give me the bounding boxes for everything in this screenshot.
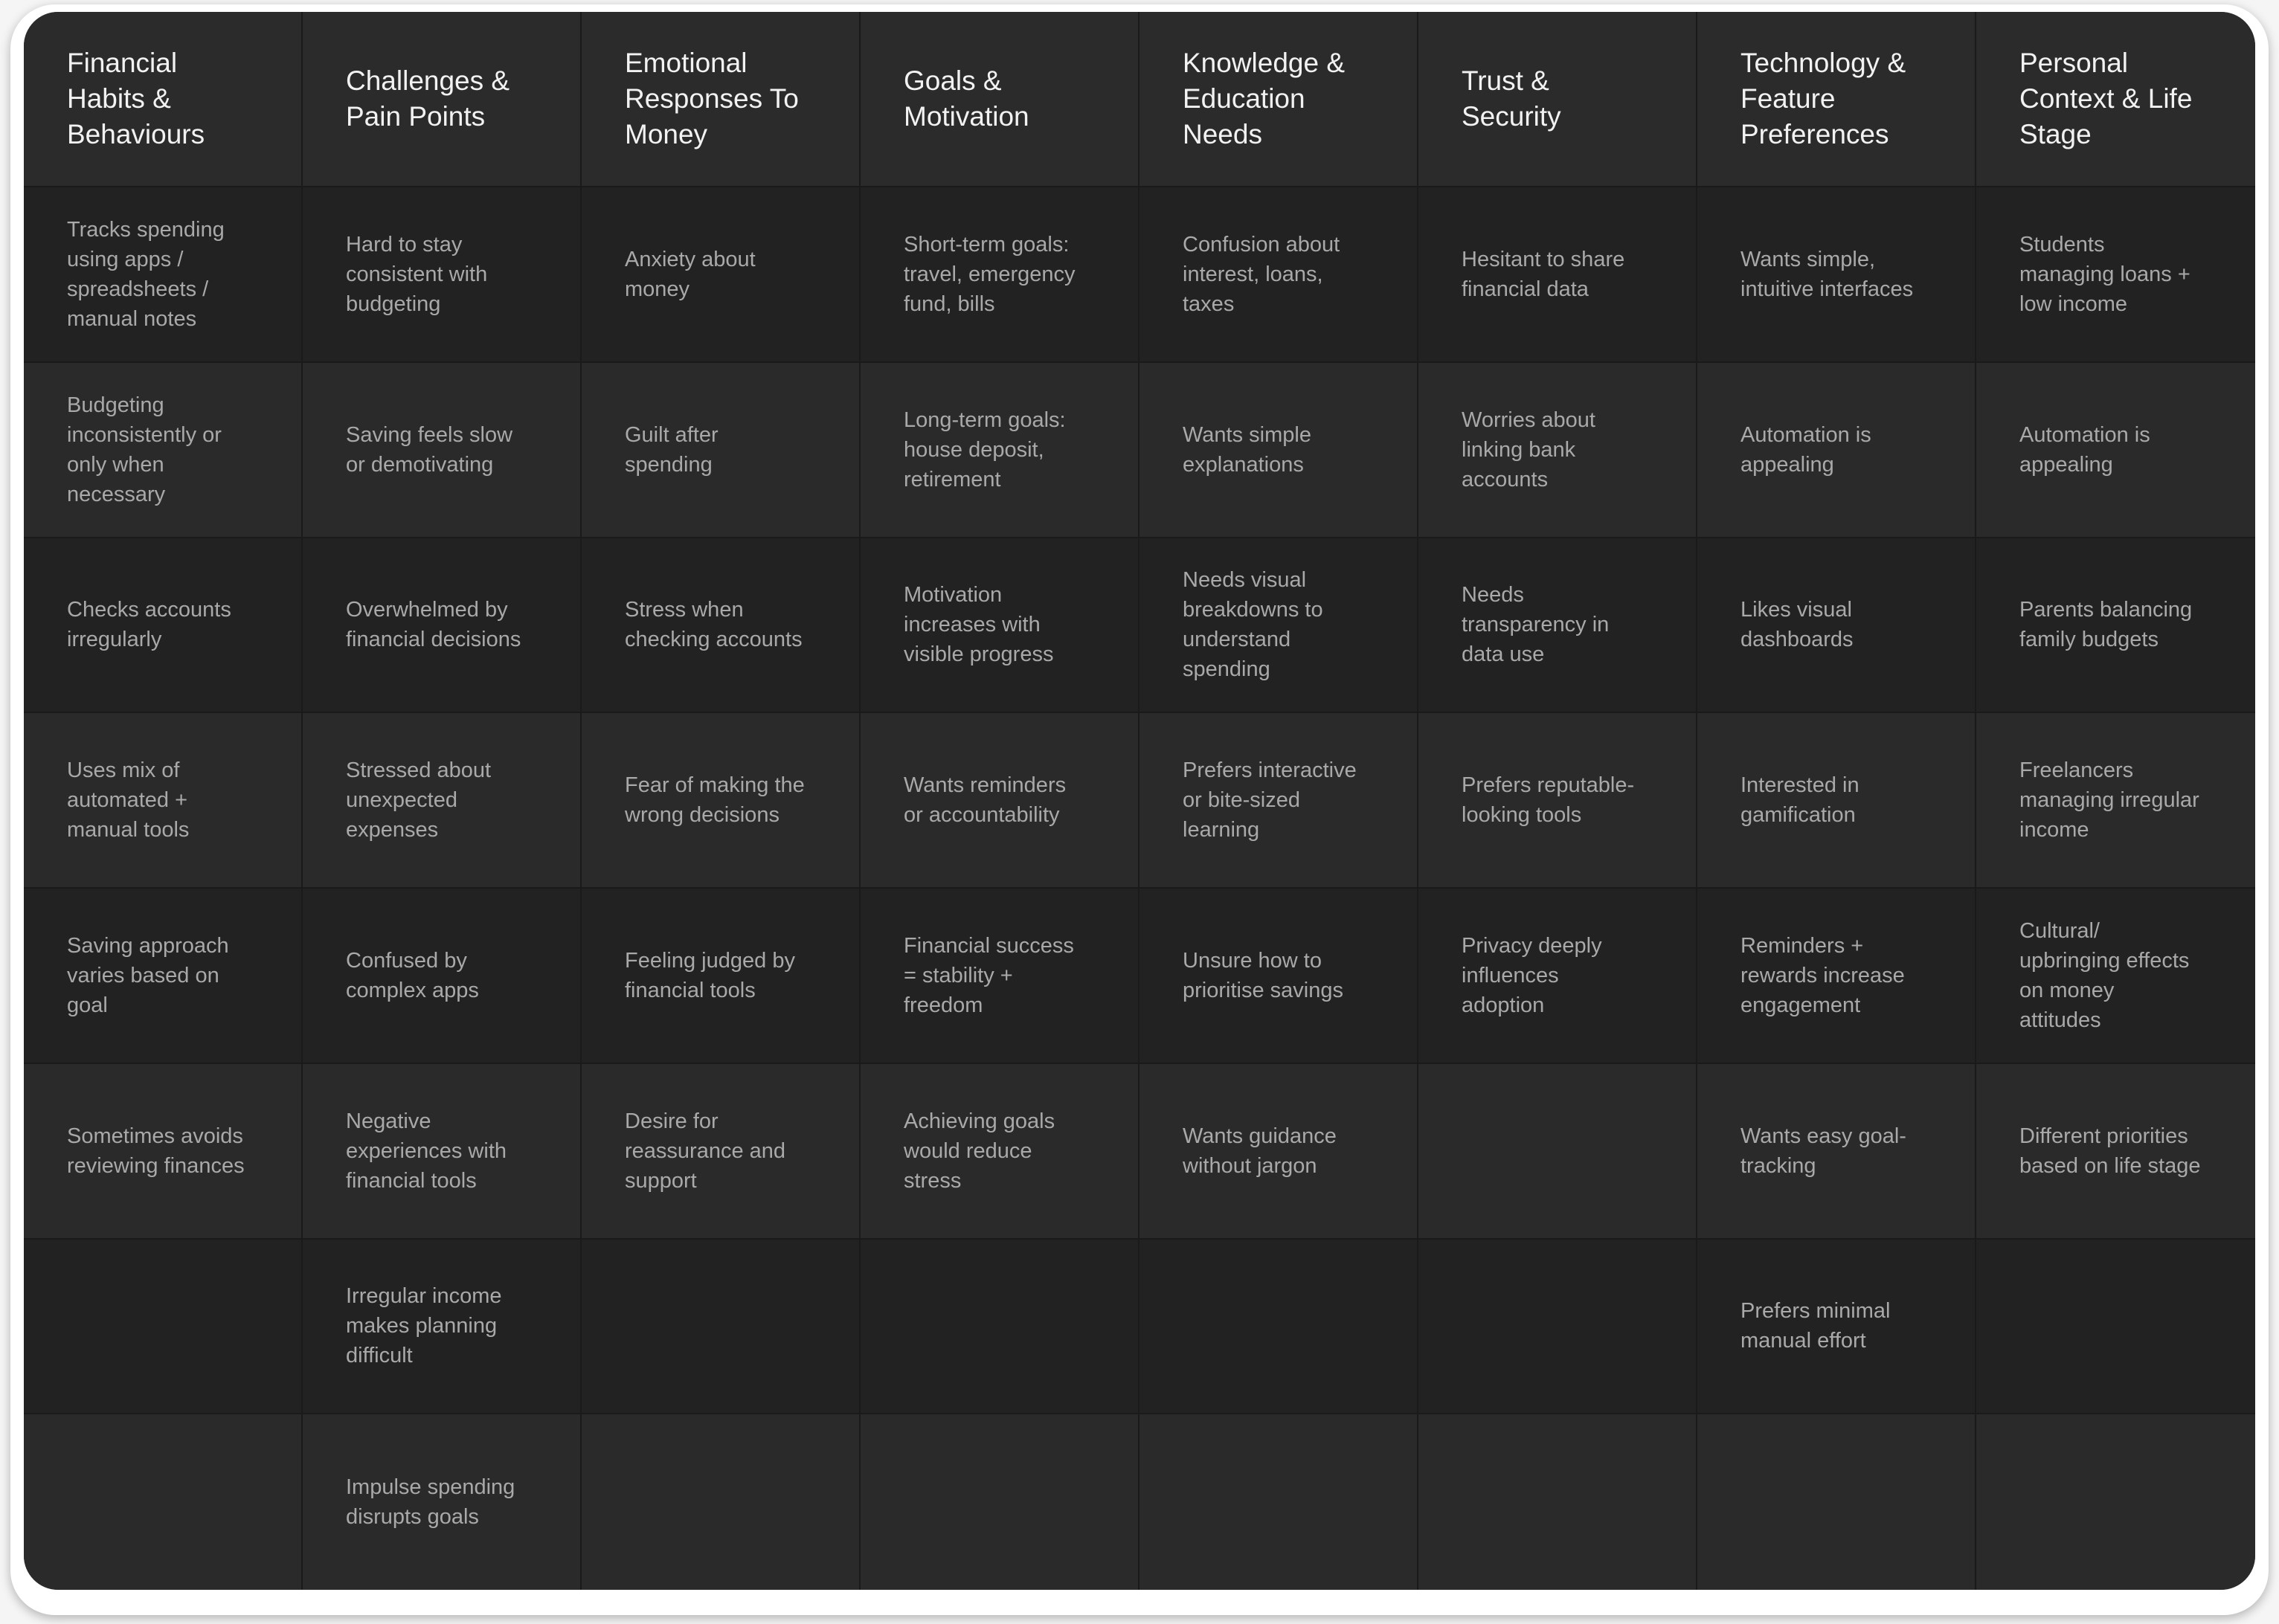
table-cell	[582, 1240, 861, 1415]
table-cell: Privacy deeply influences adoption	[1418, 889, 1697, 1064]
table-cell: Automation is appealing	[1697, 363, 1976, 538]
table-cell	[1140, 1414, 1418, 1590]
column-header: Trust & Security	[1418, 12, 1697, 187]
table-cell	[1140, 1240, 1418, 1415]
table-cell	[1697, 1414, 1976, 1590]
table-cell: Short-term goals: travel, emergency fund, bills	[861, 187, 1140, 363]
table-cell	[582, 1414, 861, 1590]
column-header: Technology & Feature Preferences	[1697, 12, 1976, 187]
table-cell: Interested in gamification	[1697, 713, 1976, 889]
table-cell: Unsure how to prioritise savings	[1140, 889, 1418, 1064]
table-cell: Freelancers managing irregular income	[1976, 713, 2255, 889]
table-cell: Feeling judged by financial tools	[582, 889, 861, 1064]
table-cell: Checks accounts irregularly	[24, 538, 303, 714]
table-cell: Guilt after spending	[582, 363, 861, 538]
table-cell: Wants easy goal- tracking	[1697, 1064, 1976, 1240]
table-cell: Needs transparency in data use	[1418, 538, 1697, 714]
table-cell: Reminders + rewards increase engagement	[1697, 889, 1976, 1064]
affinity-table	[24, 12, 2255, 1590]
table-cell: Needs visual breakdowns to understand spending	[1140, 538, 1418, 714]
table-cell: Hesitant to share financial data	[1418, 187, 1697, 363]
table-cell: Saving approach varies based on goal	[24, 889, 303, 1064]
table-cell	[861, 1414, 1140, 1590]
table-cell: Stressed about unexpected expenses	[303, 713, 582, 889]
table-cell: Hard to stay consistent with budgeting	[303, 187, 582, 363]
table-cell: Likes visual dashboards	[1697, 538, 1976, 714]
table-cell: Uses mix of automated + manual tools	[24, 713, 303, 889]
table-cell: Anxiety about money	[582, 187, 861, 363]
table-cell: Different priorities based on life stage	[1976, 1064, 2255, 1240]
table-cell	[1418, 1414, 1697, 1590]
table-cell: Motivation increases with visible progress	[861, 538, 1140, 714]
table-cell: Saving feels slow or demotivating	[303, 363, 582, 538]
table-cell: Worries about linking bank accounts	[1418, 363, 1697, 538]
table-cell: Cultural/ upbringing effects on money attitudes	[1976, 889, 2255, 1064]
table-cell: Desire for reassurance and support	[582, 1064, 861, 1240]
table-cell: Wants reminders or accountability	[861, 713, 1140, 889]
table-cell: Stress when checking accounts	[582, 538, 861, 714]
table-cell: Overwhelmed by financial decisions	[303, 538, 582, 714]
table-cell: Confusion about interest, loans, taxes	[1140, 187, 1418, 363]
table-cell: Students managing loans + low income	[1976, 187, 2255, 363]
column-header: Knowledge & Education Needs	[1140, 12, 1418, 187]
table-cell	[24, 1240, 303, 1415]
table-cell: Prefers interactive or bite-sized learning	[1140, 713, 1418, 889]
table-cell: Sometimes avoids reviewing finances	[24, 1064, 303, 1240]
table-cell: Long-term goals: house deposit, retirement	[861, 363, 1140, 538]
column-header: Goals & Motivation	[861, 12, 1140, 187]
table-cell: Financial success = stability + freedom	[861, 889, 1140, 1064]
column-header: Financial Habits & Behaviours	[24, 12, 303, 187]
table-cell	[1418, 1240, 1697, 1415]
column-header: Challenges & Pain Points	[303, 12, 582, 187]
table-cell: Negative experiences with financial tools	[303, 1064, 582, 1240]
table-cell: Irregular income makes planning difficult	[303, 1240, 582, 1415]
table-cell	[1976, 1414, 2255, 1590]
table-cell: Confused by complex apps	[303, 889, 582, 1064]
table-cell: Impulse spending disrupts goals	[303, 1414, 582, 1590]
table-cell: Achieving goals would reduce stress	[861, 1064, 1140, 1240]
column-header: Emotional Responses To Money	[582, 12, 861, 187]
table-cell: Automation is appealing	[1976, 363, 2255, 538]
table-cell: Wants simple, intuitive interfaces	[1697, 187, 1976, 363]
table-cell: Tracks spending using apps / spreadsheets / manual notes	[24, 187, 303, 363]
table-cell: Budgeting inconsistently or only when necessary	[24, 363, 303, 538]
table-cell	[861, 1240, 1140, 1415]
table-cell: Wants guidance without jargon	[1140, 1064, 1418, 1240]
table-cell: Fear of making the wrong decisions	[582, 713, 861, 889]
table-cell: Prefers reputable- looking tools	[1418, 713, 1697, 889]
table-cell: Prefers minimal manual effort	[1697, 1240, 1976, 1415]
table-cell	[24, 1414, 303, 1590]
column-header: Personal Context & Life Stage	[1976, 12, 2255, 187]
table-cell: Wants simple explanations	[1140, 363, 1418, 538]
table-cell	[1418, 1064, 1697, 1240]
table-cell: Parents balancing family budgets	[1976, 538, 2255, 714]
table-cell	[1976, 1240, 2255, 1415]
